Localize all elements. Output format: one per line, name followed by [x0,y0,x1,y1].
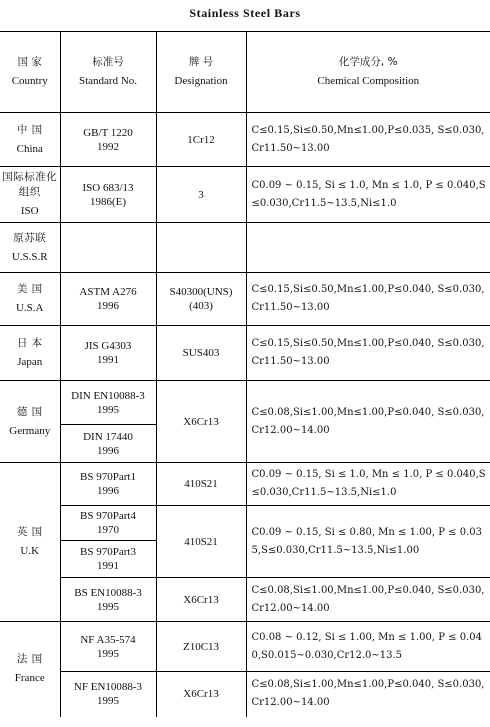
table-row-germany-1 [0,381,490,425]
standard-year: 1996 [97,485,119,497]
composition-text: C≤0.15,Si≤0.50,Mn≤1.00,P≤0.035, S≤0.030,Cr11.50~13.00 [251,124,485,154]
standard-number: JIS G4303 [84,340,132,352]
country-cell-uk [0,463,60,622]
designation-cell-usa [156,273,246,326]
country-en-uk: U.K [20,545,40,557]
standard-year: 1991 [97,560,119,572]
country-en-ussr: U.S.S.R [11,250,48,263]
header-country [0,32,60,113]
table-header-row [0,32,490,113]
standard-year: 1992 [97,140,119,153]
composition-text: C≤0.15,Si≤0.50,Mn≤1.00,P≤0.040, S≤0.030,Cr11.50~13.00 [251,284,485,313]
standard-year: 1970 [97,524,119,536]
designation-cell-france-2: X6Cr13 [156,672,246,717]
standard-year: 1995 [97,600,119,613]
country-cell-ussr [0,223,60,273]
standard-cell-uk-2 [60,506,156,541]
standard-number: ASTM A276 [79,286,137,298]
country-cell-iso [0,167,60,223]
designation-cell-china: 1Cr12 [156,113,246,167]
country-en-china: China [16,142,43,155]
standard-cell-china [60,113,156,167]
standard-number: NF A35-574 [80,633,136,646]
standard-year: 1995 [97,647,119,660]
table-row-iso [0,167,490,223]
composition-cell-france-1 [246,622,490,672]
composition-text: C≤0.08,Si≤1.00,Mn≤1.00,P≤0.040, S≤0.030,Cr12.00~14.00 [251,679,485,709]
composition-text: C≤0.15,Si≤0.50,Mn≤1.00,P≤0.040, S≤0.030,Cr11.50~13.00 [251,338,485,367]
header-country-en: Country [11,75,48,87]
country-cell-china [0,113,60,167]
header-designation [156,32,246,113]
standard-cell-germany-2 [60,425,156,463]
standard-year: 1986(E) [89,195,127,208]
standard-number: ISO 683/13 [82,181,134,194]
composition-cell-uk-4 [246,578,490,622]
composition-text: C0.08 ~ 0.12, Si ≤ 1.00, Mn ≤ 1.00, P ≤ 0.040,S0.015~0.030,Cr12.0~13.5 [251,631,482,661]
table-row-china [0,113,490,167]
composition-text: C0.09 ~ 0.15, Si ≤ 0.80, Mn ≤ 1.00, P ≤ 0.035,S≤0.030,Cr11.5~13.5,Ni≤1.00 [251,526,482,556]
table-row-japan [0,326,490,381]
designation-cell-uk-4: X6Cr13 [156,578,246,622]
standard-number: DIN 17440 [83,430,133,443]
standard-cell-uk-3 [60,541,156,578]
standard-year: 1996 [97,444,119,457]
header-designation-cn: 牌 号 [188,56,214,68]
standard-year: 1995 [97,695,119,708]
standard-cell-ussr [60,223,156,273]
composition-cell-france-2 [246,672,490,717]
country-cn-france: 法 国 [16,653,43,666]
table-row-uk-1 [0,463,490,506]
country-cn-uk: 英 国 [16,526,43,538]
composition-cell-germany [246,381,490,463]
standard-cell-iso [60,167,156,223]
country-cell-france [0,622,60,717]
standard-year: 1995 [97,403,119,416]
standard-number: BS 970Part3 [80,546,136,558]
table-row-uk-2 [0,506,490,541]
table-row-ussr [0,223,490,273]
designation-cell-uk-1: 410S21 [156,463,246,506]
country-en-iso: ISO [20,205,39,217]
country-cn-china: 中 国 [16,123,43,136]
composition-cell-iso [246,167,490,223]
standard-number: BS EN10088-3 [74,586,142,599]
designation-cell-uk-2: 410S21 [156,506,246,578]
standard-year: 1991 [97,354,119,366]
table-row-france-1 [0,622,490,672]
header-country-cn: 国 家 [17,56,42,68]
table-row-uk-4 [0,578,490,622]
country-en-france: France [14,672,45,685]
page-title: Stainless Steel Bars [189,6,301,20]
country-cell-usa [0,273,60,326]
composition-cell-china [246,113,490,167]
header-standard-en: Standard No. [78,75,138,87]
header-designation-en: Designation [174,75,228,87]
standard-number: BS 970Part4 [80,510,136,522]
standard-cell-germany-1 [60,381,156,425]
country-cn-usa: 美 国 [16,283,43,295]
country-cell-japan [0,326,60,381]
country-cn-ussr: 原苏联 [13,231,47,244]
header-composition [246,32,490,113]
header-composition-en: Chemical Composition [317,75,420,87]
country-cell-germany [0,381,60,463]
standard-number: GB/T 1220 [83,126,133,139]
standard-cell-uk-1 [60,463,156,506]
standard-number: BS 970Part1 [80,471,136,483]
composition-text: C0.09 ~ 0.15, Si ≤ 1.0, Mn ≤ 1.0, P ≤ 0.040,S≤0.030,Cr11.5~13.5,Ni≤1.0 [251,469,486,498]
designation-cell-iso: 3 [156,167,246,223]
country-en-usa: U.S.A [15,302,44,314]
stainless-steel-standards-table [0,31,490,717]
composition-cell-japan [246,326,490,381]
standard-year: 1996 [97,300,119,312]
country-cn-japan: 日 本 [16,337,43,349]
composition-cell-ussr [246,223,490,273]
header-standard [60,32,156,113]
standard-cell-uk-4 [60,578,156,622]
composition-cell-uk-2 [246,506,490,578]
standard-cell-france-1 [60,622,156,672]
standard-cell-japan [60,326,156,381]
standard-cell-france-2 [60,672,156,717]
composition-cell-uk-1 [246,463,490,506]
composition-text: C≤0.08,Si≤1.00,Mn≤1.00,P≤0.040, S≤0.030,Cr12.00~14.00 [251,584,485,614]
designation-cell-ussr [156,223,246,273]
designation-cell-france-1: Z10C13 [156,622,246,672]
designation-cell-japan: SUS403 [156,326,246,381]
designation-uns: S40300(UNS) [169,286,233,298]
designation-aisi: (403) [189,300,213,312]
composition-text: C≤0.08,Si≤1.00,Mn≤1.00,P≤0.040, S≤0.030,Cr12.00~14.00 [251,406,485,436]
country-cn-iso: 国际标准化组织 [2,171,58,198]
standard-cell-usa [60,273,156,326]
country-cn-germany: 德 国 [16,405,43,418]
composition-cell-usa [246,273,490,326]
composition-text: C0.09 ~ 0.15, Si ≤ 1.0, Mn ≤ 1.0, P ≤ 0.040,S≤0.030,Cr11.5~13.5,Ni≤1.0 [251,179,486,209]
table-row-france-2 [0,672,490,717]
standard-number: NF EN10088-3 [73,681,143,694]
table-row-usa [0,273,490,326]
country-en-japan: Japan [17,356,43,368]
standard-number: DIN EN10088-3 [71,389,145,402]
designation-cell-germany: X6Cr13 [156,381,246,463]
header-standard-cn: 标准号 [92,56,124,68]
country-en-germany: Germany [9,424,51,437]
header-composition-cn: 化学成分, % [338,56,398,68]
